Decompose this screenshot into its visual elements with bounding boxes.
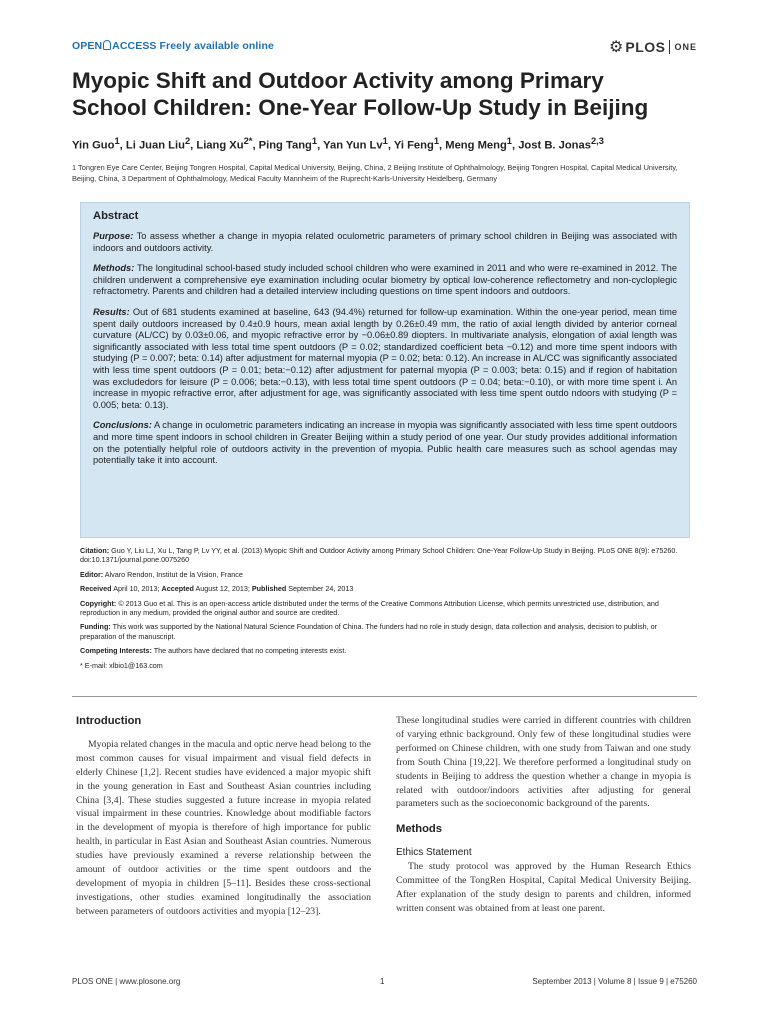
copyright: Copyright: © 2013 Guo et al. This is an open-access article distributed under the terms of the Creative Commons Attribution License, which permits unrestricted use, distribution, and reproduction in any medium, provided the original author and source are credited.: [80, 598, 659, 618]
abstract-purpose: Purpose: To assess whether a change in myopia related oculometric parameters of primary school children in Beijing was associated with indoors and outdoors activity.: [93, 231, 677, 253]
author: Yi Feng: [393, 139, 434, 152]
introduction-heading: Introduction: [76, 715, 142, 727]
affiliations: 1 Tongren Eye Care Center, Beijing Tongren Hospital, Capital Medical University, Beijing, China, 2 Beijing Institute of Ophthalmology, Beijing Tongren Hospital, Capital Medical University, Beijing, China, 3 Department of Ophthalmology, Medical Faculty Mannheim of the Ruprecht-Karls-University Heidelberg, Germany: [72, 163, 678, 183]
citation: Citation: Guo Y, Liu LJ, Xu L, Tang P, Lv YY, et al. (2013) Myopic Shift and Outdoor Activity among Primary School Children: One-Year Follow-Up Study in Beijing. PLoS ONE 8(9): e75260. doi:10.1371/journal.pone.0075260: [80, 546, 678, 565]
divider: [72, 696, 697, 697]
competing-interests: Competing Interests: The authors have declared that no competing interests exist.: [80, 646, 347, 656]
funding: Funding: This work was supported by the National Natural Science Foundation of China. The funders had no role in study design, data collection and analysis, decision to publish, or preparation of the manuscript.: [80, 622, 658, 641]
open-lock-icon: [103, 40, 111, 50]
ethics-heading: Ethics Statement: [396, 847, 472, 859]
author-list: Yin Guo$^1$, Li Juan Liu$^2$, Liang $Xu^{2*}$, Ping Tang$^1$, Yan Yun Lv$^1$, Yi Feng$^1$, Meng Meng$^1$, Jost B. Jonas$^{2,3}$: [72, 136, 604, 152]
intro-continuation: These longitudinal studies were carried in different countries with children of varying ethnic background. Only few of these longitudinal studies were performed on Chinese children, with one study from Taiwan and one study from South China [19,22]. We therefore performed a longitudinal study on students in Beijing to address the question whether a change in myopia is related with outdoor/indoors activities after adjusting for general parameters such as the socioeconomic background of the parents.: [396, 715, 691, 810]
plos-one-logo: ⚙ PLOS ONE: [609, 39, 697, 56]
author: Ping Tang: [258, 139, 312, 152]
left-column: [76, 714, 371, 919]
author: Yin Guo: [72, 139, 115, 152]
footer-journal: PLOS ONE | www.plosone.org: [72, 977, 181, 986]
footer-issue: September 2013 | Volume 8 | Issue 9 | e75260: [532, 977, 697, 986]
ethics-paragraph: The study protocol was approved by the Human Research Ethics Committee of the TongRen Hospital, Capital Medical University Beijing. After explanation of the study design to parents and children, informed written consent was obtained from at least one parent.: [396, 861, 691, 914]
author: Yan Yun Lv: [323, 139, 383, 152]
article-title: Myopic Shift and Outdoor Activity among Primary School Children: One-Year Follow-Up Study in Beijing: [72, 68, 649, 120]
abstract-conclusions: Conclusions: A change in oculometric parameters indicating an increase in myopia was significantly associated with less time spent outdoors and more time spent indoors in school children in Greater Beijing within a study period of one year. Our study provides additional information on the potentially helpful role of outdoors activity in the prevention of myopia. Public health care measures such as school agendas may potentially take it into account.: [93, 420, 677, 466]
abstract-methods: Methods: The longitudinal school-based study included school children who were examined in 2011 and who were re-examined in 2012. The children underwent a comprehensive eye examination including ocular biometry by optical low-coherence reflectometry and non-cycloplegic refractometry. Parents and children had a detailed interview including questions on time spent indoors and outdoors.: [93, 263, 677, 297]
email-link[interactable]: * E-mail: xlbio1@163.com: [80, 660, 163, 670]
intro-paragraph: Myopia related changes in the macula and optic nerve head belong to the most common causes for visual impairment and visual field defects in elderly Chinese [1,2]. Recent studies have evidenced a major myopic shift in the young generation in East and Southeast Asian countries including China [3,4]. These studies suggested a future increase in myopia related visual impairment in these countries. Knowledge about modifiable factors in the development of myopia is therefore of high importance for public health, in particular in East Asian and Southeast Asian countries. Numerous studies have previously examined a reverse relationship between the amount of outdoor activities or the time spent outdoors and the development of myopia in children [5–11]. Besides these cross-sectional investigations, other studies examined longitudinally the association between parameters of outdoors activities and myopia [12–23].: [76, 738, 371, 917]
author: Meng Meng: [445, 139, 507, 152]
journal-header: [72, 37, 697, 57]
dates: Received April 10, 2013; Accepted August 12, 2013; Published September 24, 2013: [80, 584, 354, 594]
editor: Editor: Alvaro Rendon, Institut de la Vision, France: [80, 569, 243, 579]
abstract-results: Results: Out of 681 students examined at baseline, 643 (94.4%) returned for follow-up examination. Within the one-year period, mean time spent daily outdoors increased by 0.4±0.9 hours, mean axial length by 0.26±0.49 mm, the ratio of axial length divided by anterior corneal curvature (AL/CC) by 0.03±0.06, and myopic refractive error by −0.06±0.89 diopters. In multivariate analysis, elongation of axial length was significantly associated with less total time spent outdoors (P = 0.02; standardized coefficient beta −0.12) and more time spent indoors with studying (P = 0.007; beta: 0.14) after adjustment for maternal myopia (P = 0.02; beta: 0.12). An increase in AL/CC was significantly associated with less time spent outdoors (P = 0.01; beta:−0.12) after adjustment for paternal myopia (P = 0.003; beta: 0.15) and if region of habitation was excludedors for leisure (P = 0.006; beta:−0.13), with less total time spent outdoors (P = 0.04; beta:−0.10), or with more time spent i. An increase in myopic refractive error, after adjustment for age, was significantly associated with less time spent outdo ndoors with studying (P = 0.005; beta: 0.13).: [93, 306, 677, 410]
article-metadata: [80, 546, 692, 675]
plos-gear-icon: ⚙: [609, 39, 624, 56]
open-access-banner: OPEN ACCESS Freely available online: [72, 40, 274, 52]
page-number: 1: [380, 977, 385, 986]
right-column: [396, 714, 691, 916]
abstract-box: [80, 202, 690, 538]
author: Liang Xu: [196, 139, 244, 152]
author: Li Juan Liu: [125, 139, 185, 152]
abstract-heading: Abstract: [93, 210, 139, 222]
methods-heading: Methods: [396, 823, 442, 836]
author: Jost B. Jonas: [518, 139, 591, 152]
